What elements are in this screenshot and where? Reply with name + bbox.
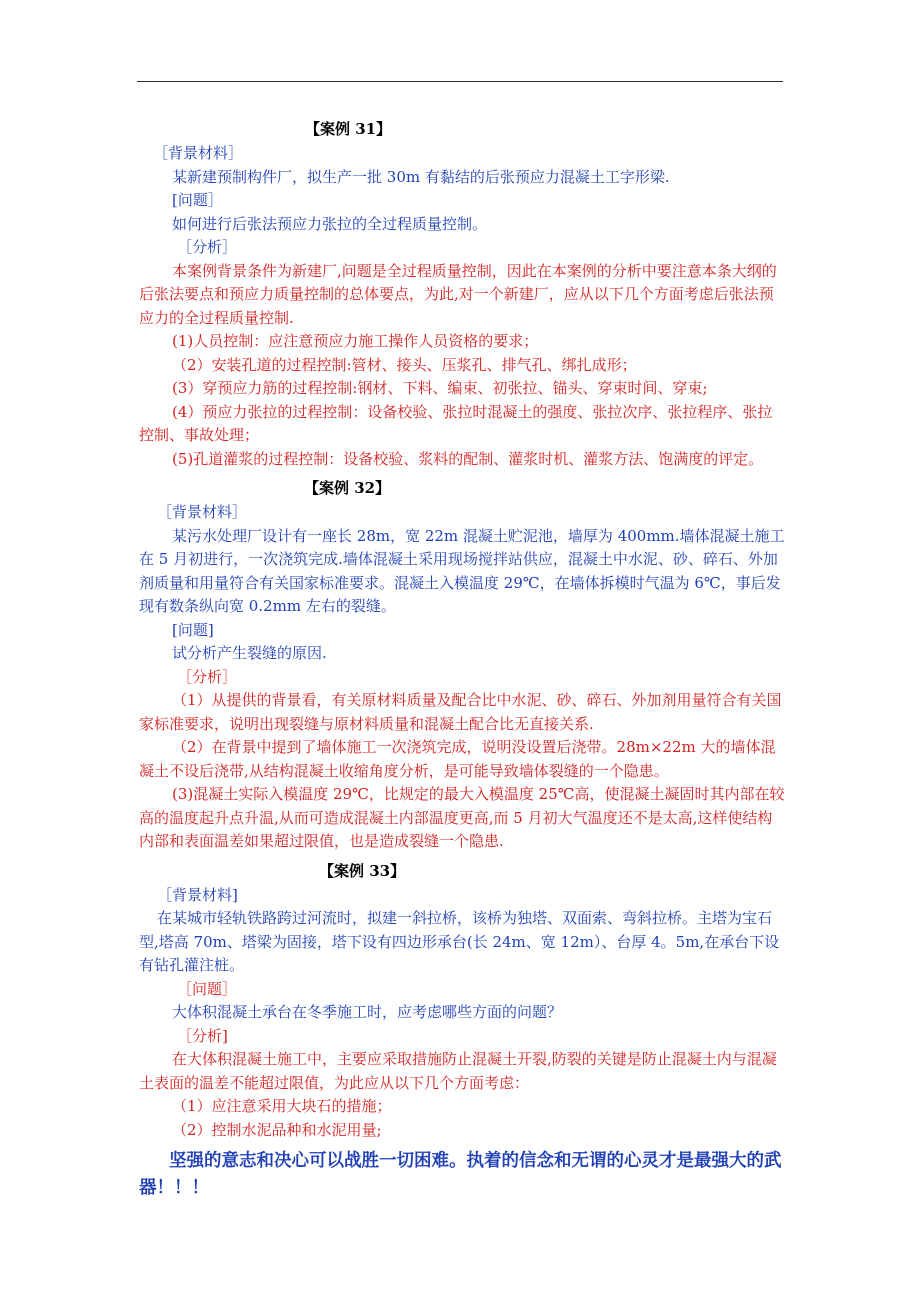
case-31: [139, 116, 787, 471]
case-32-item: （2）在背景中提到了墙体施工一次浇筑完成，说明没设置后浇带。28m×22m 大的墙体混凝土不设后浇带,从结构混凝土收缩角度分析，是可能导致墙体裂缝的一个隐患。: [139, 738, 776, 780]
case-33-title: 【案例 33】: [319, 861, 406, 880]
case-33: [139, 858, 787, 1143]
case-31-analysis-intro: 本案例背景条件为新建厂,问题是全过程质量控制，因此在本案例的分析中要注意本条大纲的后张法要点和预应力质量控制的总体要点，为此,对一个新建厂，应从以下几个方面考虑后张法预应力的全过程质量控制.: [139, 261, 777, 327]
case-31-item: （2）安装孔道的过程控制:管材、接头、压浆孔、排气孔、绑扎成形；: [172, 355, 637, 374]
case-31-background-label: ［背景材料］: [153, 144, 244, 162]
closing-motto: 坚强的意志和决心可以战胜一切困难。执着的信念和无谓的心灵才是最强大的武器！！！: [139, 1151, 782, 1198]
header-rule: [137, 81, 783, 82]
case-33-question-label: ［问题］: [177, 979, 238, 998]
case-32-item: (3)混凝土实际入模温度 29℃，比规定的最大入模温度 25℃高，使混凝土凝固时其内部在较高的温度起升点升温,从而可造成混凝土内部温度更高,而 5 月初大气温度还不是太高,这样使结构内部和表面温差如果超过限值，也是造成裂缝一个隐患.: [139, 785, 785, 850]
case-32-title: 【案例 32】: [304, 479, 391, 497]
case-31-question-text: 如何进行后张法预应力张拉的全过程质量控制。: [172, 214, 488, 233]
case-32-question-label: [问题]: [172, 620, 214, 639]
case-32-background-label: ［背景材料］: [157, 503, 248, 521]
case-32: [139, 475, 787, 854]
case-31-item: (5)孔道灌浆的过程控制：设备校验、浆料的配制、灌浆时机、灌浆方法、饱满度的评定。: [172, 449, 764, 468]
case-33-background-text: 在某城市轻轨铁路跨过河流时，拟建一斜拉桥，该桥为独塔、双面索、弯斜拉桥。主塔为宝石型,塔高 70m、塔梁为固接，塔下设有四边形承台(长 24m、宽 12m）、台厚 4。5m,在承台下设有钻孔灌注桩。: [139, 909, 780, 974]
case-32-item: （1）从提供的背景看，有关原材料质量及配合比中水泥、砂、碎石、外加剂用量符合有关国家标准要求，说明出现裂缝与原材料质量和混凝土配合比无直接关系.: [139, 691, 782, 733]
case-32-background-text: 某污水处理厂设计有一座长 28m，宽 22m 混凝土贮泥池，墙厚为 400mm.墙体混凝土施工在 5 月初进行，一次浇筑完成.墙体混凝土采用现场搅拌站供应，混凝土中水泥、砂、碎石、外加剂质量和用量符合有关国家标准要求。混凝土入模温度 29℃，在墙体拆模时气温为 6℃，事后发现有数条纵向宽 0.2mm 左右的裂缝。: [139, 526, 785, 615]
case-31-item: (3）穿预应力筋的过程控制:钢材、下料、编束、初张拉、锚头、穿束时间、穿束;: [172, 379, 708, 397]
case-33-analysis-label: ［分析]: [177, 1026, 228, 1045]
case-31-item: (4）预应力张拉的过程控制：设备校验、张拉时混凝土的强度、张拉次序、张拉程序、张拉控制、事故处理；: [139, 402, 773, 444]
case-32-analysis-label: ［分析］: [177, 667, 238, 686]
case-33-item: （2）控制水泥品种和水泥用量;: [172, 1120, 382, 1139]
case-33-item: （1）应注意采用大块石的措施；: [172, 1097, 392, 1115]
case-32-question-text: 试分析产生裂缝的原因.: [172, 644, 327, 662]
case-31-title: 【案例 31】: [305, 120, 392, 138]
document-body: [139, 112, 787, 1202]
case-31-item: (1)人员控制：应注意预应力施工操作人员资格的要求；: [172, 332, 539, 350]
case-33-question-text: 大体积混凝土承台在冬季施工时，应考虑哪些方面的问题？: [172, 1003, 563, 1021]
case-33-analysis-intro: 在大体积混凝土施工中，主要应采取措施防止混凝土开裂,防裂的关键是防止混凝土内与混凝土表面的温差不能超过限值，为此应从以下几个方面考虑：: [139, 1050, 777, 1092]
case-31-question-label: [问题］: [172, 191, 223, 209]
case-33-background-label: ［背景材料]: [157, 885, 238, 904]
case-31-analysis-label: ［分析］: [177, 238, 238, 256]
case-31-background-text: 某新建预制构件厂，拟生产一批 30m 有黏结的后张预应力混凝土工字形梁.: [172, 167, 670, 186]
